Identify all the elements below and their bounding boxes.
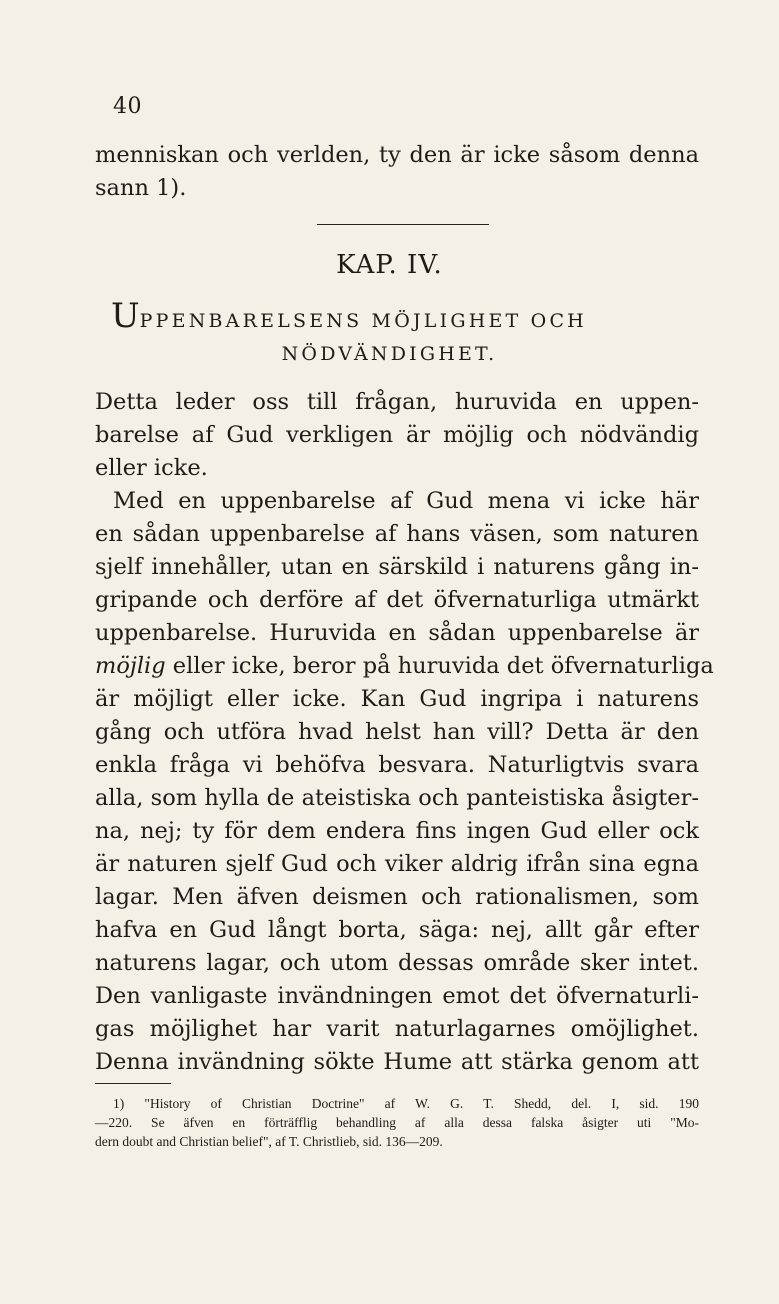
body-line: eller icke. (95, 455, 208, 481)
body-line: barelse af Gud verkligen är möjlig och nödvändig (95, 422, 699, 448)
intro-line-1: menniskan och verlden, ty den är icke såsom denna (95, 142, 699, 168)
chapter-heading-line-1: UPPENBARELSENS MÖJLIGHET OCH (111, 296, 587, 336)
body-line: Den vanligaste invändningen emot det öfvernaturli- (95, 983, 699, 1009)
chapter-heading-line-2: NÖDVÄNDIGHET. (281, 343, 498, 365)
body-line: gripande och derföre af det öfvernaturliga utmärkt (95, 587, 699, 613)
body-line: en sådan uppenbarelse af hans väsen, som naturen (95, 521, 699, 547)
body-line (95, 650, 714, 683)
body-line: sjelf innehåller, utan en särskild i naturens gång in- (95, 554, 699, 580)
intro-line-2: sann 1). (95, 175, 187, 201)
body-line: Detta leder oss till frågan, huruvida en uppen- (95, 389, 699, 415)
chapter-title: KAP. IV. (336, 250, 443, 280)
body-line: hafva en Gud långt borta, säga: nej, allt går efter (95, 917, 699, 943)
footnote-line: 1) "History of Christian Doctrine" af W. G. T. Shedd, del. I, sid. 190 (113, 1096, 699, 1111)
body-line: uppenbarelse. Huruvida en sådan uppenbarelse är (95, 620, 699, 646)
body-line: naturens lagar, och utom dessas område sker intet. (95, 950, 699, 976)
footnote-line: —220. Se äfven en förträfflig behandling af alla dessa falska åsigter uti "Mo- (95, 1115, 699, 1130)
body-line: Denna invändning sökte Hume att stärka genom att (95, 1049, 699, 1075)
body-line: gång och utföra hvad helst han vill? Detta är den (95, 719, 699, 745)
page-number: 40 (113, 94, 142, 119)
footnote-line: dern doubt and Christian belief", af T. Christlieb, sid. 136—209. (95, 1134, 443, 1149)
body-line: Med en uppenbarelse af Gud mena vi icke här (113, 488, 699, 514)
heading-initial: U (111, 296, 140, 336)
body-line: enkla fråga vi behöfva besvara. Naturligtvis svara (95, 752, 699, 778)
line-rest: eller icke, beror på huruvida det öfvernaturliga (165, 653, 714, 679)
body-line: är naturen sjelf Gud och viker aldrig ifrån sina egna (95, 851, 699, 877)
italic-word: möjlig (95, 653, 166, 679)
body-line: är möjligt eller icke. Kan Gud ingripa i naturens (95, 686, 699, 712)
body-line: alla, som hylla de ateistiska och panteistiska åsigter- (95, 785, 699, 811)
footnote-rule (95, 1083, 171, 1084)
body-line: na, nej; ty för dem endera fins ingen Gud eller ock (95, 818, 699, 844)
body-line: lagar. Men äfven deismen och rationalismen, som (95, 884, 699, 910)
body-line: gas möjlighet har varit naturlagarnes omöjlighet. (95, 1016, 699, 1042)
chapter-rule (317, 224, 489, 225)
